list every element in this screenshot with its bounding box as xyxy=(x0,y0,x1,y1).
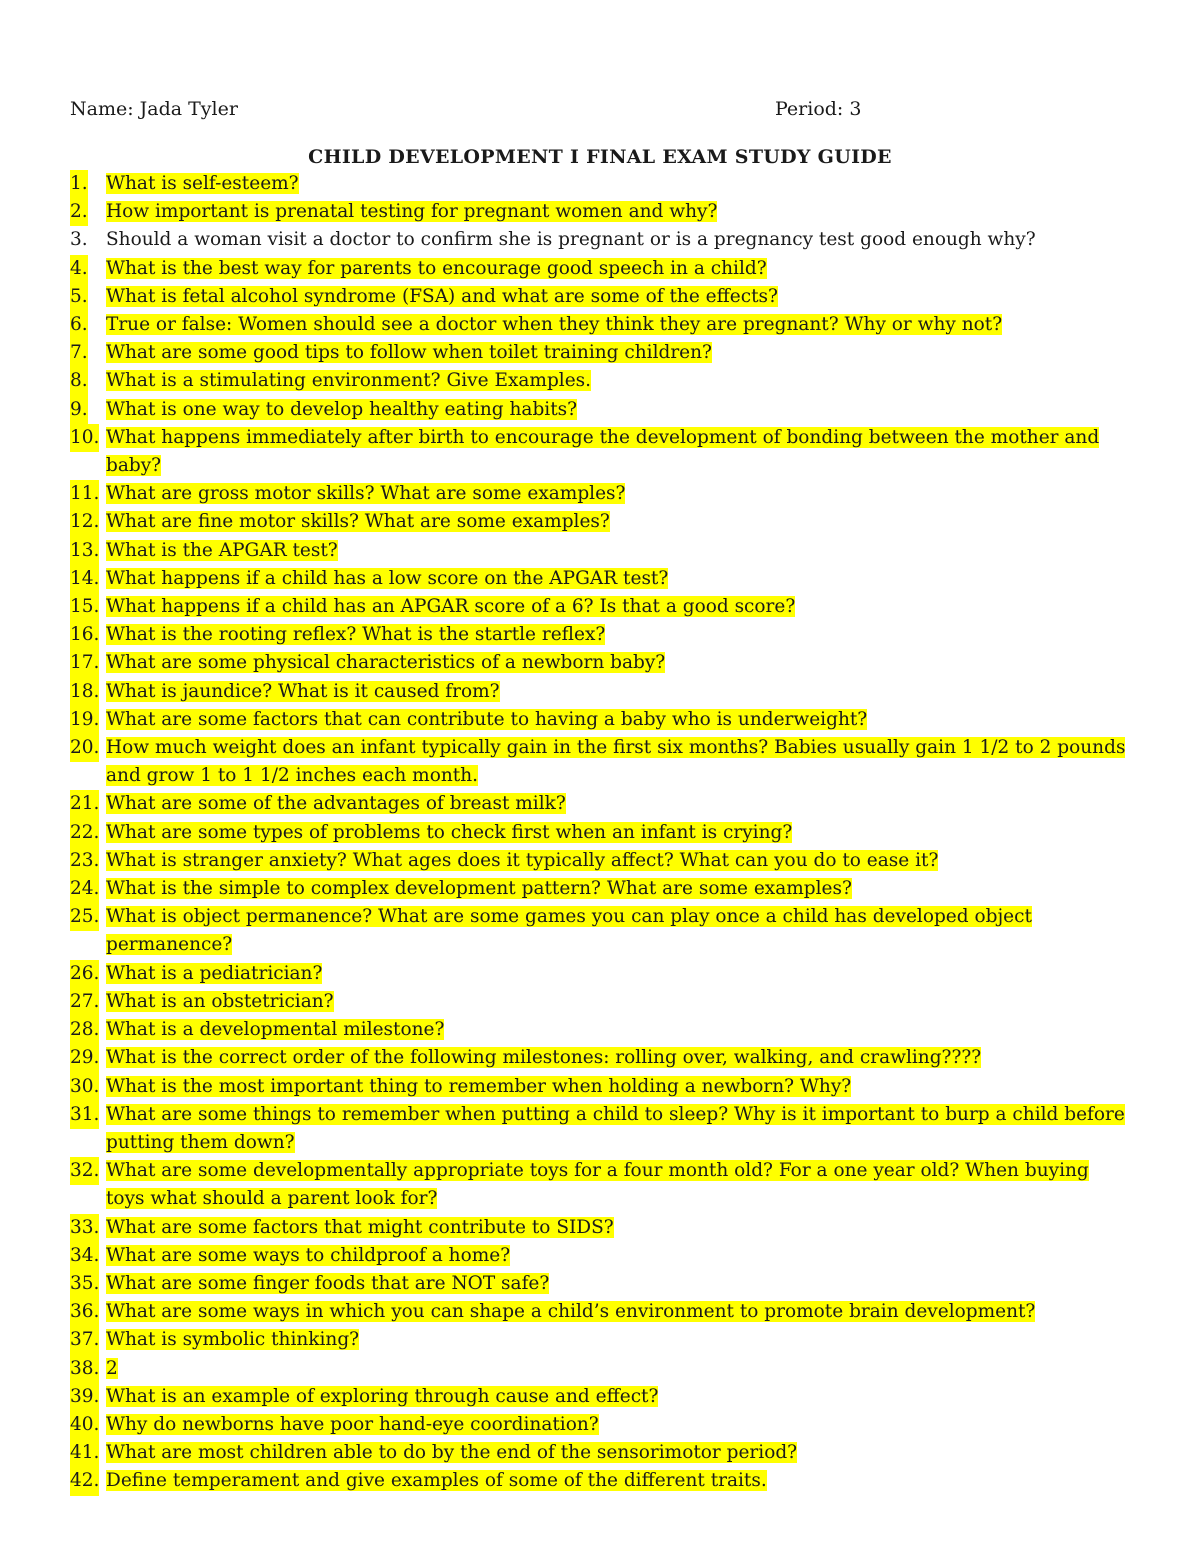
list-item xyxy=(70,903,1130,959)
question-text: What are some factors that can contribute to having a baby who is underweight? xyxy=(106,708,868,730)
question-list xyxy=(70,170,1130,1496)
list-item xyxy=(70,621,1130,649)
question-number: 7. xyxy=(70,339,88,367)
list-item xyxy=(70,339,1130,367)
question-number: 26. xyxy=(70,960,99,988)
question-text: What is stranger anxiety? What ages does it typically affect? What can you do to ease it? xyxy=(106,849,939,871)
question-text: What are some things to remember when putting a child to sleep? Why is it important to burp a child before putting them down? xyxy=(106,1103,1125,1153)
list-item xyxy=(70,790,1130,818)
list-item xyxy=(70,311,1130,339)
question-text: What is jaundice? What is it caused from? xyxy=(106,680,500,702)
question-number: 13. xyxy=(70,537,99,565)
list-item xyxy=(70,960,1130,988)
question-text: What is symbolic thinking? xyxy=(106,1329,360,1351)
question-number: 15. xyxy=(70,593,99,621)
question-number: 38. xyxy=(70,1355,99,1383)
list-item xyxy=(70,1439,1130,1467)
question-text: What is the correct order of the following milestones: rolling over, walking, and crawling???? xyxy=(106,1047,982,1069)
question-text: What is the best way for parents to encourage good speech in a child? xyxy=(106,257,767,279)
question-number: 42. xyxy=(70,1467,99,1495)
question-text: What are some ways to childproof a home? xyxy=(106,1244,511,1266)
list-item xyxy=(70,1242,1130,1270)
list-item xyxy=(70,1467,1130,1495)
list-item xyxy=(70,1270,1130,1298)
question-text: What is one way to develop healthy eating habits? xyxy=(106,398,578,420)
question-text: What is an obstetrician? xyxy=(106,990,334,1012)
question-text: What are some developmentally appropriate toys for a four month old? For a one year old? When buying toys what should a parent look for? xyxy=(106,1160,1089,1210)
list-item xyxy=(70,1355,1130,1383)
question-text: What is a pediatrician? xyxy=(106,962,323,984)
question-number: 1. xyxy=(70,170,88,198)
header-line xyxy=(70,98,1130,126)
question-text: What are some of the advantages of breast milk? xyxy=(106,793,566,815)
question-number: 37. xyxy=(70,1326,99,1354)
question-number: 22. xyxy=(70,819,99,847)
question-text: How important is prenatal testing for pregnant women and why? xyxy=(106,201,718,223)
list-item xyxy=(70,875,1130,903)
question-text: 2 xyxy=(106,1357,118,1379)
question-number: 9. xyxy=(70,396,88,424)
list-item xyxy=(70,367,1130,395)
question-text: How much weight does an infant typically gain in the first six months? Babies usually gain 1 1/2 to 2 pounds and grow 1 to 1 1/2 inches each month. xyxy=(106,737,1126,787)
question-number: 39. xyxy=(70,1383,99,1411)
question-number: 6. xyxy=(70,311,88,339)
question-text: What are some good tips to follow when toilet training children? xyxy=(106,342,712,364)
question-number: 31. xyxy=(70,1101,99,1129)
question-number: 23. xyxy=(70,847,99,875)
question-number: 35. xyxy=(70,1270,99,1298)
question-number: 10. xyxy=(70,424,99,452)
list-item xyxy=(70,565,1130,593)
question-text: What happens if a child has a low score on the APGAR test? xyxy=(106,567,669,589)
question-text: What are some types of problems to check first when an infant is crying? xyxy=(106,821,793,843)
question-text: What are fine motor skills? What are some examples? xyxy=(106,511,610,533)
question-number: 36. xyxy=(70,1298,99,1326)
question-text: What are some ways in which you can shape a child’s environment to promote brain development? xyxy=(106,1301,1036,1323)
question-number: 16. xyxy=(70,621,99,649)
list-item xyxy=(70,1157,1130,1213)
question-text: What are gross motor skills? What are some examples? xyxy=(106,483,626,505)
question-number: 28. xyxy=(70,1016,99,1044)
list-item xyxy=(70,255,1130,283)
question-text: Should a woman visit a doctor to confirm she is pregnant or is a pregnancy test good enough why? xyxy=(106,229,1036,251)
list-item xyxy=(70,649,1130,677)
list-item xyxy=(70,1073,1130,1101)
question-text: What are most children able to do by the end of the sensorimotor period? xyxy=(106,1442,798,1464)
list-item xyxy=(70,706,1130,734)
list-item xyxy=(70,1383,1130,1411)
question-text: What is the most important thing to remember when holding a newborn? Why? xyxy=(106,1075,852,1097)
question-number: 27. xyxy=(70,988,99,1016)
question-number: 18. xyxy=(70,678,99,706)
list-item xyxy=(70,170,1130,198)
list-item xyxy=(70,819,1130,847)
list-item xyxy=(70,198,1130,226)
question-number: 8. xyxy=(70,367,88,395)
list-item xyxy=(70,1016,1130,1044)
question-number: 5. xyxy=(70,283,88,311)
question-text: What is self-esteem? xyxy=(106,173,299,194)
list-item xyxy=(70,1101,1130,1157)
question-number: 12. xyxy=(70,508,99,536)
question-number: 14. xyxy=(70,565,99,593)
question-number: 33. xyxy=(70,1214,99,1242)
list-item xyxy=(70,988,1130,1016)
list-item xyxy=(70,537,1130,565)
question-text: True or false: Women should see a doctor when they think they are pregnant? Why or why not? xyxy=(106,314,1003,336)
question-text: What is fetal alcohol syndrome (FSA) and what are some of the effects? xyxy=(106,285,778,307)
question-text: What happens immediately after birth to encourage the development of bonding between the mother and baby? xyxy=(106,426,1100,477)
question-text: Why do newborns have poor hand-eye coordination? xyxy=(106,1413,599,1435)
class-period: Period: 3 xyxy=(775,98,862,120)
student-name: Name: Jada Tyler xyxy=(70,98,238,120)
question-text: What is the simple to complex development pattern? What are some examples? xyxy=(106,878,852,900)
question-text: What is the APGAR test? xyxy=(106,539,338,561)
question-number: 29. xyxy=(70,1044,99,1072)
list-item xyxy=(70,424,1130,480)
question-number: 40. xyxy=(70,1411,99,1439)
list-item xyxy=(70,847,1130,875)
list-item xyxy=(70,1044,1130,1072)
question-number: 41. xyxy=(70,1439,99,1467)
list-item xyxy=(70,1214,1130,1242)
question-text: What is object permanence? What are some games you can play once a child has developed object permanence? xyxy=(106,906,1032,956)
question-number: 24. xyxy=(70,875,99,903)
list-item xyxy=(70,283,1130,311)
question-number: 19. xyxy=(70,706,99,734)
question-text: What are some physical characteristics of a newborn baby? xyxy=(106,652,666,674)
question-number: 2. xyxy=(70,198,88,226)
list-item xyxy=(70,396,1130,424)
question-text: What is the rooting reflex? What is the startle reflex? xyxy=(106,624,606,646)
list-item xyxy=(70,593,1130,621)
question-number: 25. xyxy=(70,903,99,931)
question-text: What is a developmental milestone? xyxy=(106,1019,445,1041)
list-item xyxy=(70,1411,1130,1439)
question-text: What happens if a child has an APGAR score of a 6? Is that a good score? xyxy=(106,596,796,618)
list-item xyxy=(70,734,1130,790)
list-item xyxy=(70,226,1130,254)
question-number: 3. xyxy=(70,229,88,251)
question-number: 17. xyxy=(70,649,99,677)
question-number: 21. xyxy=(70,790,99,818)
question-number: 11. xyxy=(70,480,99,508)
question-text: What is a stimulating environment? Give Examples. xyxy=(106,370,592,392)
question-number: 32. xyxy=(70,1157,99,1185)
list-item xyxy=(70,1326,1130,1354)
question-text: What are some finger foods that are NOT safe? xyxy=(106,1272,550,1294)
question-text: What is an example of exploring through cause and effect? xyxy=(106,1385,659,1407)
question-number: 20. xyxy=(70,734,99,762)
list-item xyxy=(70,678,1130,706)
question-number: 4. xyxy=(70,255,88,283)
question-text: What are some factors that might contribute to SIDS? xyxy=(106,1216,614,1238)
question-number: 34. xyxy=(70,1242,99,1270)
list-item xyxy=(70,480,1130,508)
list-item xyxy=(70,1298,1130,1326)
page-title: CHILD DEVELOPMENT I FINAL EXAM STUDY GUIDE xyxy=(308,146,892,168)
list-item xyxy=(70,508,1130,536)
question-number: 30. xyxy=(70,1073,99,1101)
question-text: Define temperament and give examples of some of the different traits. xyxy=(106,1470,767,1492)
